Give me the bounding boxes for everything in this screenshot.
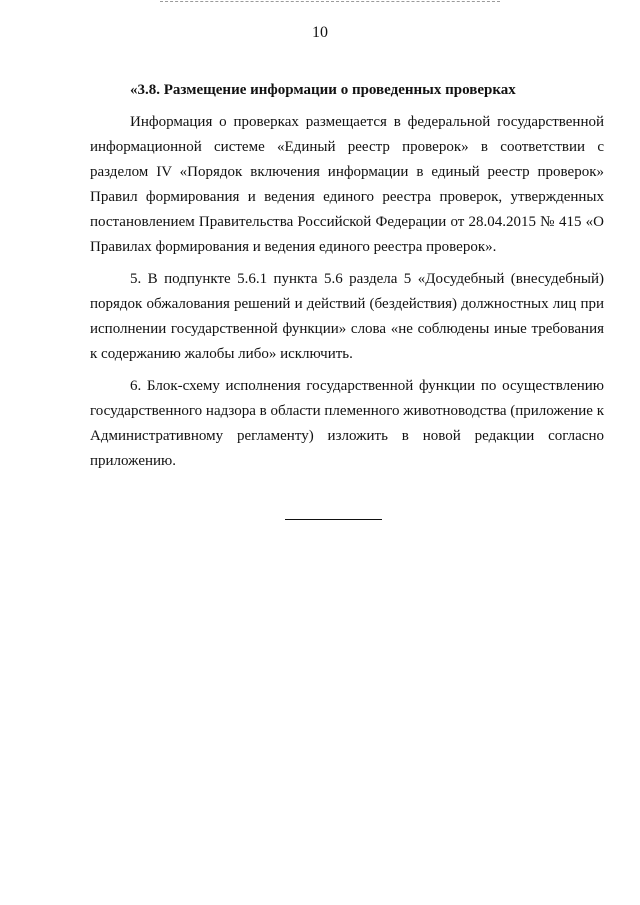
paragraph-item-5: 5. В подпункте 5.6.1 пункта 5.6 раздела 5 «Досудебный (внесудебный) порядок обжалования решений и действий (бездействия) должностных лиц при исполнении государственной функции» слова «не соблюдены иные требования к содержанию жалобы либо» исключить. bbox=[90, 271, 604, 362]
end-of-text-rule bbox=[285, 519, 382, 520]
document-body bbox=[90, 79, 604, 481]
section-heading: «3.8. Размещение информации о проведенных проверках bbox=[130, 82, 516, 98]
scan-edge-line bbox=[160, 1, 500, 2]
page-number: 10 bbox=[312, 24, 328, 41]
paragraph-item-6: 6. Блок-схему исполнения государственной функции по осуществлению государственного надзора в области племенного животноводства (приложение к Административному регламенту) изложить в новой редакции согласно приложению. bbox=[90, 378, 604, 469]
paragraph-register-info: Информация о проверках размещается в федеральной государственной информационной системе «Единый реестр проверок» в соответствии с разделом IV «Порядок включения информации в единый реестр проверок» Правил формирования и ведения единого реестра проверок, утвержденных постановлением Правительства Российской Федерации от 28.04.2015 № 415 «О Правилах формирования и ведения единого реестра проверок». bbox=[90, 114, 604, 255]
